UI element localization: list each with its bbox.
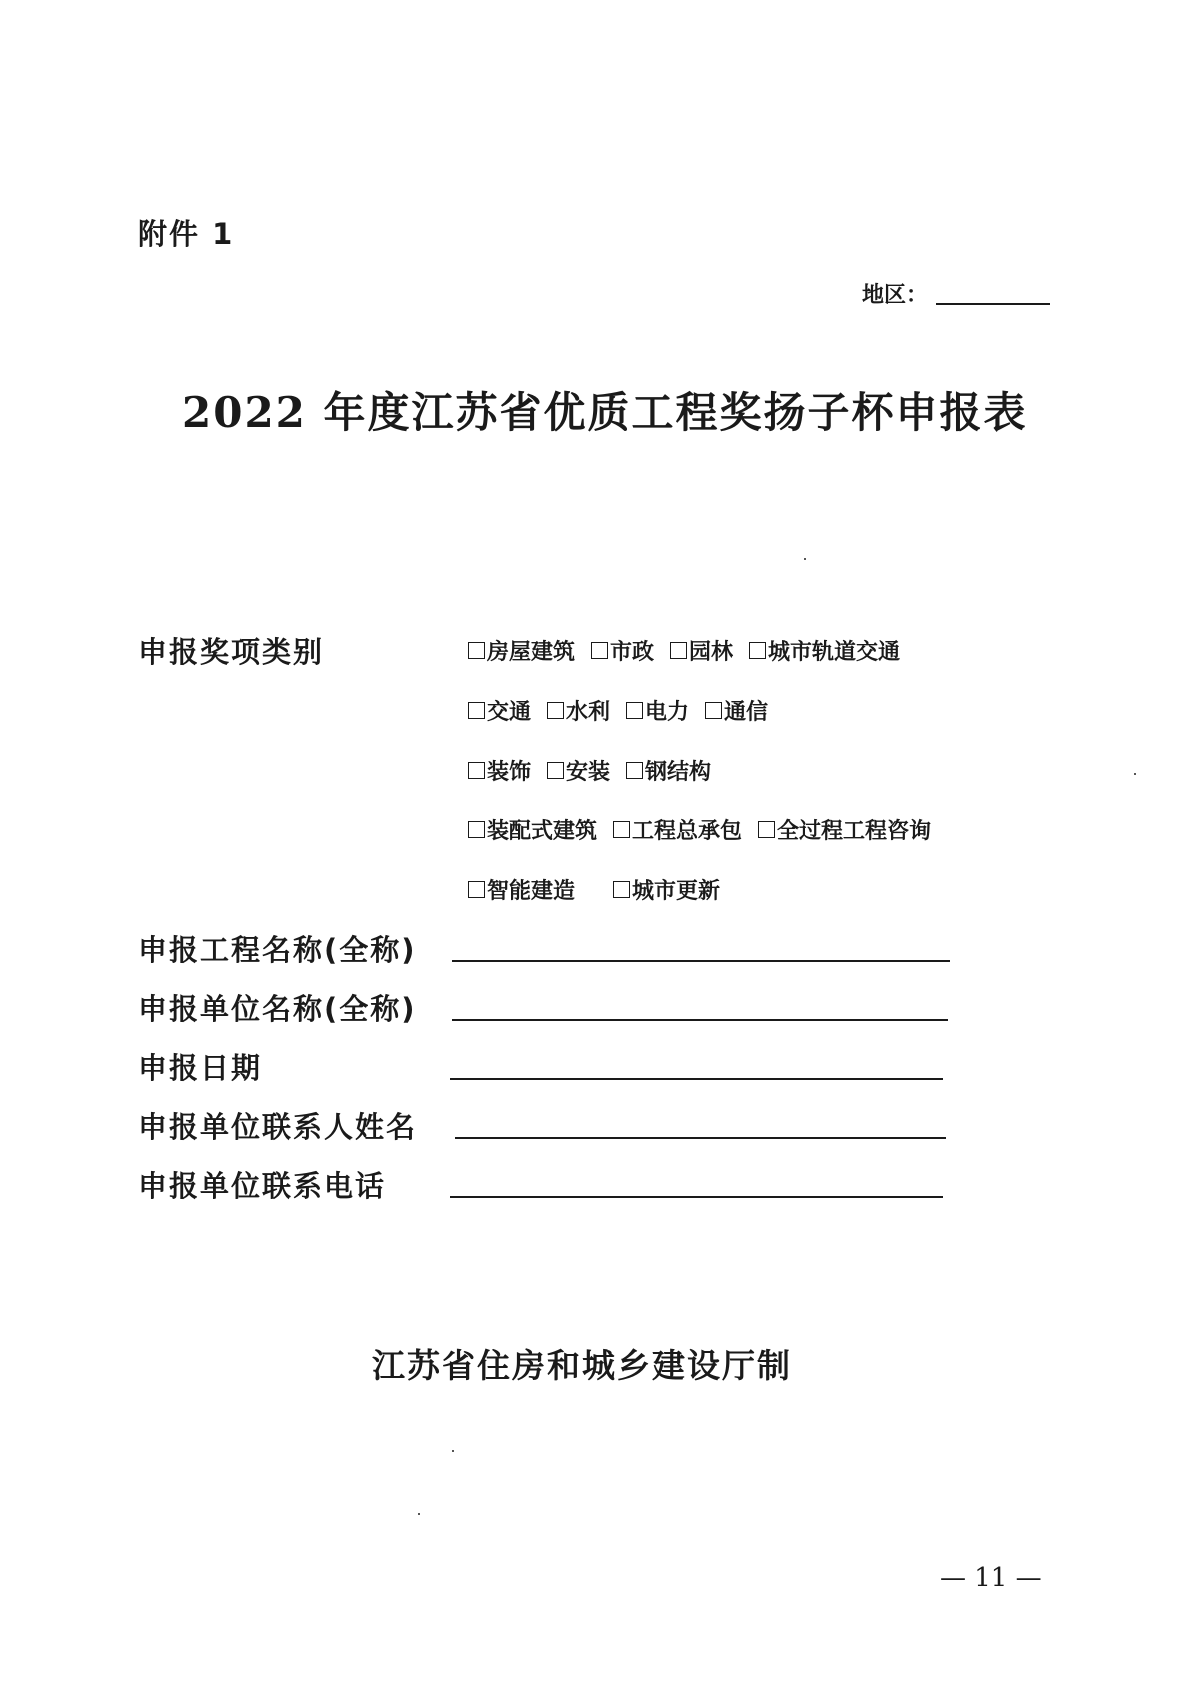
category-option[interactable]: 工程总承包 xyxy=(613,814,742,845)
award-category-label: 申报奖项类别 xyxy=(138,635,325,669)
date-blank-line[interactable] xyxy=(450,1078,943,1080)
contact-name-blank-line[interactable] xyxy=(455,1137,946,1139)
field-label: 申报日期 xyxy=(138,1051,263,1085)
scan-speck xyxy=(1134,773,1136,775)
checkbox-icon[interactable] xyxy=(468,881,485,898)
category-option[interactable]: 市政 xyxy=(591,635,654,666)
field-label: 申报单位名称(全称) xyxy=(138,992,417,1026)
checkbox-icon[interactable] xyxy=(547,702,564,719)
category-option[interactable]: 全过程工程咨询 xyxy=(758,814,931,845)
field-label: 申报工程名称(全称) xyxy=(138,933,417,967)
checkbox-icon[interactable] xyxy=(670,642,687,659)
category-option[interactable]: 装配式建筑 xyxy=(468,814,597,845)
checkbox-icon[interactable] xyxy=(749,642,766,659)
category-option[interactable]: 交通 xyxy=(468,695,531,726)
scan-speck xyxy=(452,1450,454,1452)
scan-speck xyxy=(804,558,806,560)
checkbox-icon[interactable] xyxy=(613,821,630,838)
category-option[interactable]: 通信 xyxy=(705,695,768,726)
checkbox-icon[interactable] xyxy=(468,762,485,779)
unit-name-blank-line[interactable] xyxy=(452,1019,948,1021)
category-option[interactable]: 装饰 xyxy=(468,755,531,786)
category-option[interactable]: 水利 xyxy=(547,695,610,726)
checkbox-icon[interactable] xyxy=(591,642,608,659)
issuer-label: 江苏省住房和城乡建设厅制 xyxy=(372,1346,792,1385)
form-title: 2022 年度江苏省优质工程奖扬子杯申报表 xyxy=(182,388,1028,437)
attachment-label: 附件 1 xyxy=(138,217,235,251)
category-option[interactable]: 房屋建筑 xyxy=(468,635,575,666)
category-row-5 xyxy=(468,874,736,904)
category-option[interactable]: 电力 xyxy=(626,695,689,726)
category-row-4 xyxy=(468,814,947,844)
checkbox-icon[interactable] xyxy=(613,881,630,898)
region-blank-line[interactable] xyxy=(936,303,1050,305)
contact-phone-blank-line[interactable] xyxy=(450,1196,943,1198)
field-label: 申报单位联系电话 xyxy=(138,1169,387,1203)
category-row-2 xyxy=(468,695,784,725)
scan-speck xyxy=(418,1513,420,1515)
category-row-1 xyxy=(468,635,916,665)
category-option[interactable]: 安装 xyxy=(547,755,610,786)
category-option[interactable]: 钢结构 xyxy=(626,755,711,786)
category-option[interactable]: 城市轨道交通 xyxy=(749,635,900,666)
checkbox-icon[interactable] xyxy=(626,702,643,719)
project-name-blank-line[interactable] xyxy=(452,960,950,962)
region-label: 地区： xyxy=(862,283,929,308)
category-option[interactable]: 园林 xyxy=(670,635,733,666)
category-option[interactable]: 城市更新 xyxy=(613,874,720,905)
field-label: 申报单位联系人姓名 xyxy=(138,1110,418,1144)
checkbox-icon[interactable] xyxy=(626,762,643,779)
page-number: — 11 — xyxy=(940,1563,1042,1593)
checkbox-icon[interactable] xyxy=(468,642,485,659)
checkbox-icon[interactable] xyxy=(758,821,775,838)
category-option[interactable]: 智能建造 xyxy=(468,874,575,905)
checkbox-icon[interactable] xyxy=(547,762,564,779)
category-row-3 xyxy=(468,755,727,785)
checkbox-icon[interactable] xyxy=(705,702,722,719)
checkbox-icon[interactable] xyxy=(468,821,485,838)
checkbox-icon[interactable] xyxy=(468,702,485,719)
